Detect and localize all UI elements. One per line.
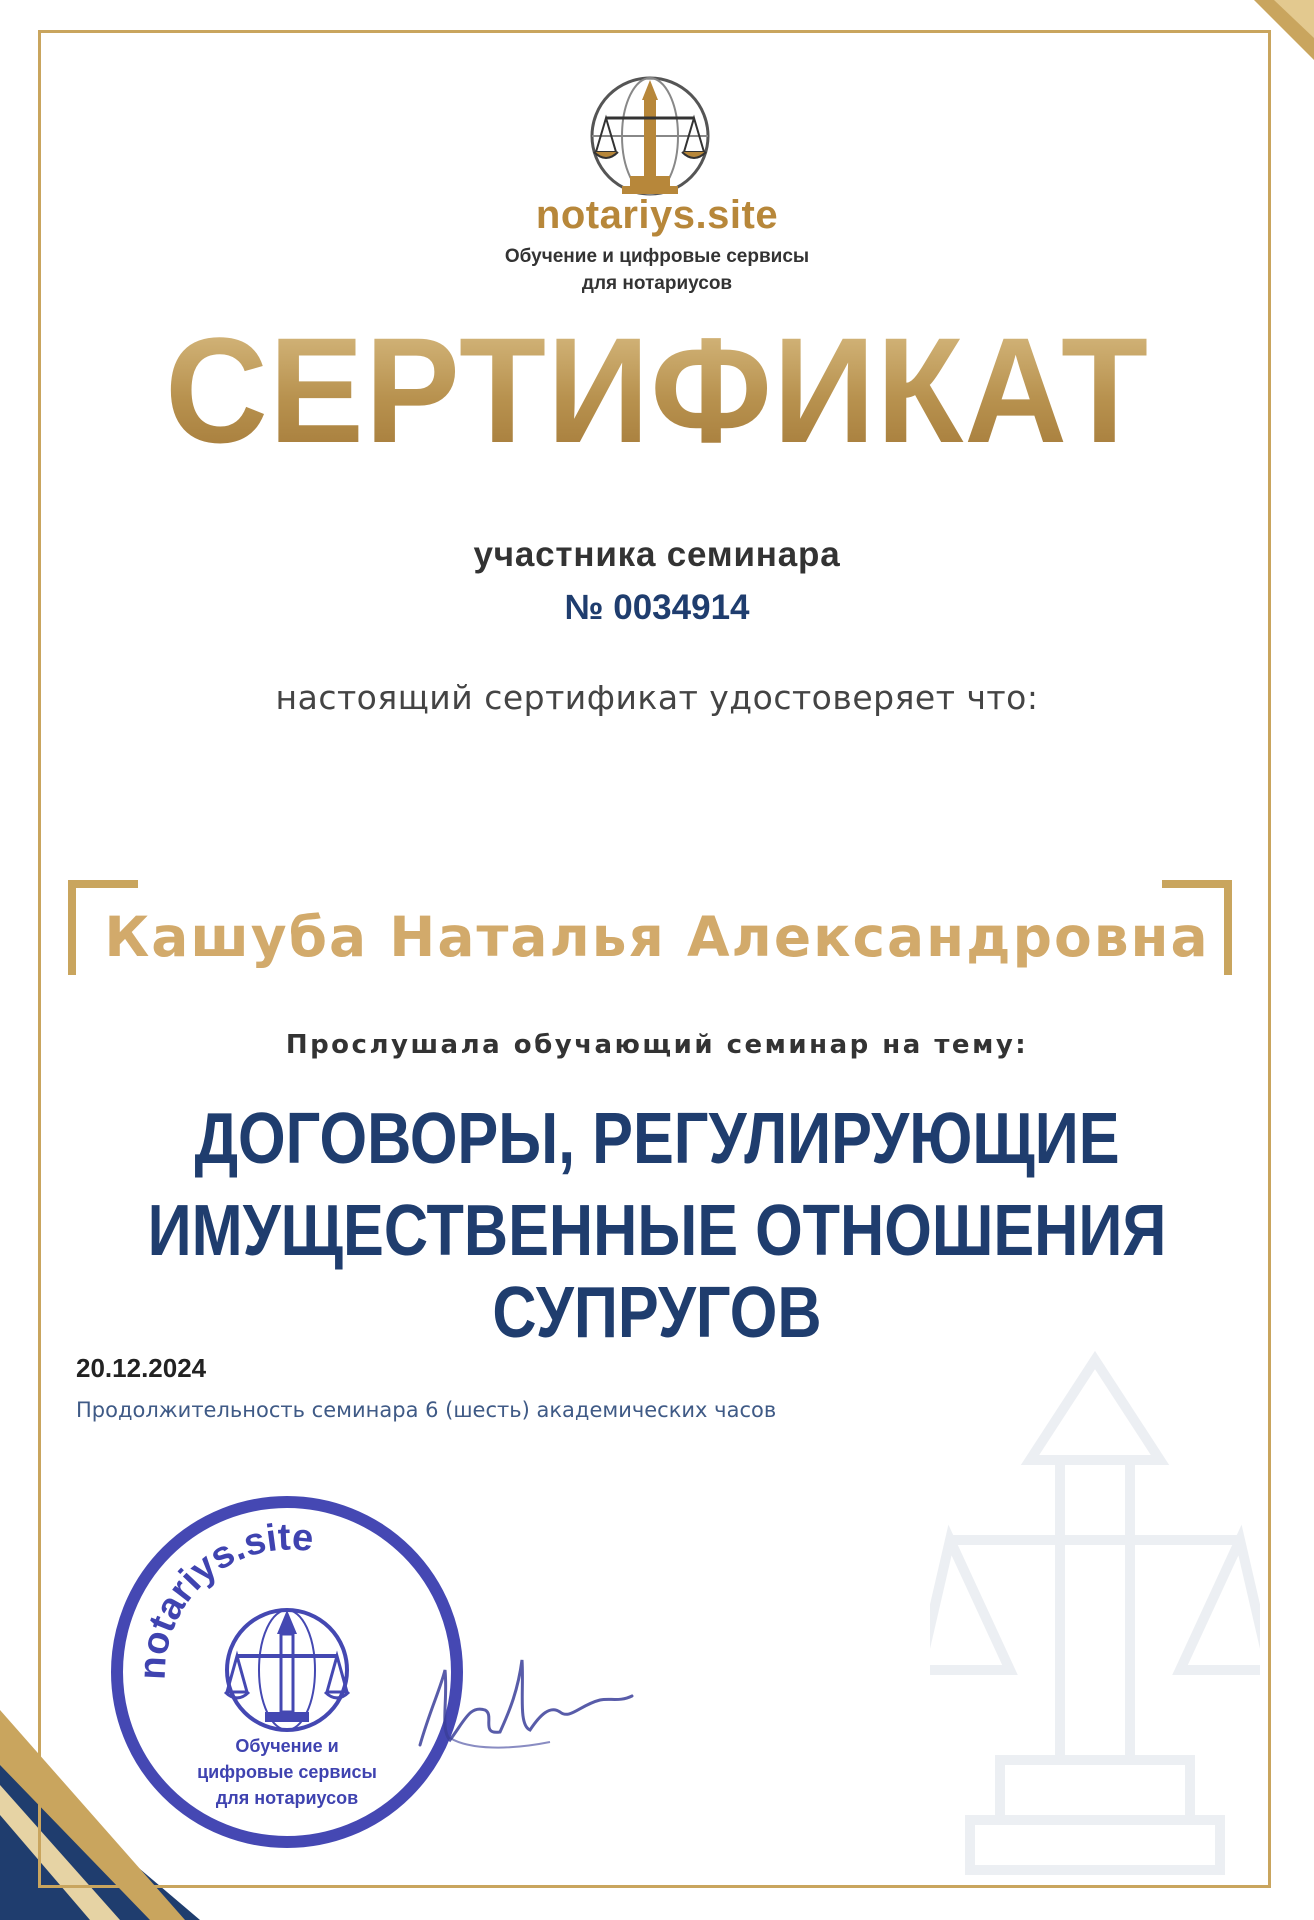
certificate-subtitle: участника семинара xyxy=(473,535,841,574)
notariys-logo-icon xyxy=(580,66,720,206)
certificate-number: № 0034914 xyxy=(564,588,750,627)
seminar-topic-line2: ИМУЩЕСТВЕННЫЕ ОТНОШЕНИЯ СУПРУГОВ xyxy=(147,1191,1167,1353)
logo-site-name: notariys.site xyxy=(535,193,779,237)
seminar-date: 20.12.2024 xyxy=(76,1353,207,1383)
scales-watermark-icon xyxy=(930,1340,1260,1880)
logo-tagline-line2: для нотариусов xyxy=(581,273,733,294)
stamp-line3: для нотариусов xyxy=(215,1788,359,1808)
signature xyxy=(410,1650,640,1760)
listened-text: Прослушала обучающий семинар на тему: xyxy=(285,1030,1029,1060)
logo-tagline-line1: Обучение и цифровые сервисы xyxy=(504,246,810,267)
certifies-text: настоящий сертификат удостоверяет что: xyxy=(275,678,1039,717)
seminar-duration: Продолжительность семинара 6 (шесть) академических часов xyxy=(76,1398,777,1422)
stamp-site-name: notariys.site xyxy=(131,1516,316,1681)
stamp-line2: цифровые сервисы xyxy=(197,1762,377,1782)
seminar-topic-line1: ДОГОВОРЫ, РЕГУЛИРУЮЩИЕ xyxy=(194,1099,1120,1179)
certificate-title: СЕРТИФИКАТ xyxy=(33,315,1281,465)
stamp-line1: Обучение и xyxy=(235,1736,339,1756)
recipient-name: Кашуба Наталья Александровна xyxy=(104,905,1210,969)
